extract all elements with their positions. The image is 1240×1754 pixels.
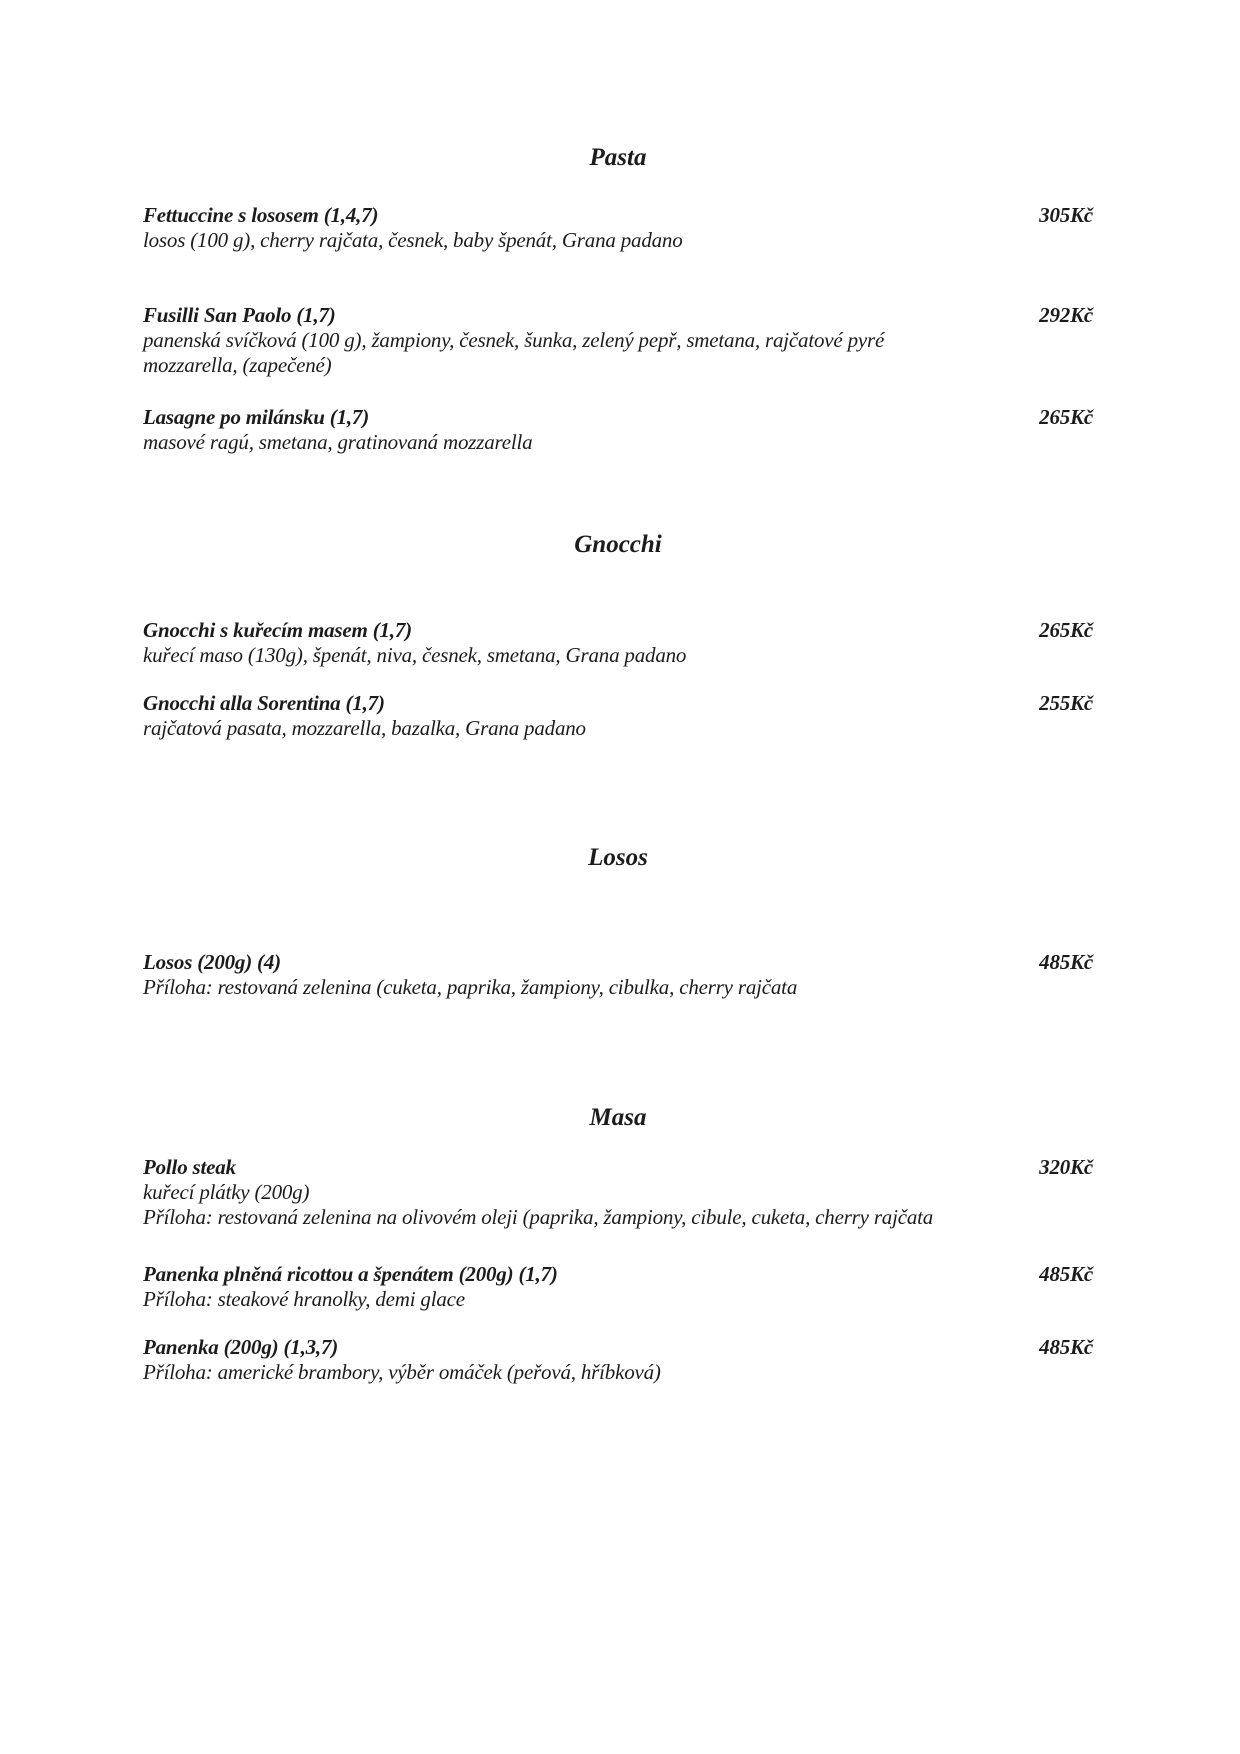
menu-item-name: Fusilli San Paolo (1,7) — [143, 303, 336, 327]
menu-item-price: 255Kč — [1039, 691, 1093, 715]
section-heading: Masa — [589, 1104, 647, 1131]
menu-item-description-line: mozzarella, (zapečené) — [143, 353, 332, 377]
menu-item-description-line: Příloha: steakové hranolky, demi glace — [143, 1287, 465, 1311]
menu-item-price: 485Kč — [1039, 950, 1093, 974]
menu-item — [143, 950, 1093, 1000]
menu-item-name: Pollo steak — [143, 1155, 236, 1179]
menu-item-name: Gnocchi alla Sorentina (1,7) — [143, 691, 385, 715]
menu-item — [143, 618, 1093, 668]
menu-item-name: Panenka plněná ricottou a špenátem (200g) (1,7) — [143, 1262, 558, 1286]
menu-item-description-line: Příloha: americké brambory, výběr omáček (peřová, hříbková) — [143, 1360, 661, 1384]
menu-item-description-line: losos (100 g), cherry rajčata, česnek, baby špenát, Grana padano — [143, 228, 683, 252]
menu-item-price: 305Kč — [1039, 203, 1093, 227]
menu-item — [143, 303, 1093, 378]
menu-item-description-line: panenská svíčková (100 g), žampiony, česnek, šunka, zelený pepř, smetana, rajčatové pyré — [143, 328, 885, 352]
menu-item-name: Losos (200g) (4) — [143, 950, 281, 974]
menu-item-header — [143, 203, 1093, 228]
menu-item-header — [143, 405, 1093, 430]
menu-item — [143, 1155, 1093, 1230]
menu-item-header — [143, 618, 1093, 643]
section-heading: Gnocchi — [574, 531, 662, 558]
menu-item-header — [143, 691, 1093, 716]
menu-item-description-line: Příloha: restovaná zelenina na olivovém oleji (paprika, žampiony, cibule, cuketa, cherry rajčata — [143, 1205, 934, 1229]
menu-item-header — [143, 1155, 1093, 1180]
menu-item-description-line: rajčatová pasata, mozzarella, bazalka, Grana padano — [143, 716, 586, 740]
menu-item — [143, 405, 1093, 455]
menu-item-header — [143, 1335, 1093, 1360]
menu-item-name: Gnocchi s kuřecím masem (1,7) — [143, 618, 412, 642]
menu-item-price: 265Kč — [1039, 618, 1093, 642]
menu-item-price: 485Kč — [1039, 1262, 1093, 1286]
menu-item-price: 485Kč — [1039, 1335, 1093, 1359]
menu-item — [143, 691, 1093, 741]
menu-item — [143, 203, 1093, 253]
menu-item-header — [143, 303, 1093, 328]
menu-item-description-line: Příloha: restovaná zelenina (cuketa, paprika, žampiony, cibulka, cherry rajčata — [143, 975, 798, 999]
menu-item-name: Lasagne po milánsku (1,7) — [143, 405, 370, 429]
menu-item-description-line: kuřecí plátky (200g) — [143, 1180, 310, 1204]
menu-item-price: 265Kč — [1039, 405, 1093, 429]
section-heading: Pasta — [589, 144, 647, 171]
menu-item-price: 292Kč — [1039, 303, 1093, 327]
menu-item-name: Fettuccine s lososem (1,4,7) — [143, 203, 379, 227]
menu-item-header — [143, 950, 1093, 975]
section-heading: Losos — [588, 844, 648, 871]
menu-item-description-line: kuřecí maso (130g), špenát, niva, česnek, smetana, Grana padano — [143, 643, 687, 667]
menu-item — [143, 1335, 1093, 1385]
menu-item-header — [143, 1262, 1093, 1287]
menu-item-name: Panenka (200g) (1,3,7) — [143, 1335, 339, 1359]
menu-item-description-line: masové ragú, smetana, gratinovaná mozzarella — [143, 430, 533, 454]
menu-item-price: 320Kč — [1039, 1155, 1093, 1179]
menu-item — [143, 1262, 1093, 1312]
